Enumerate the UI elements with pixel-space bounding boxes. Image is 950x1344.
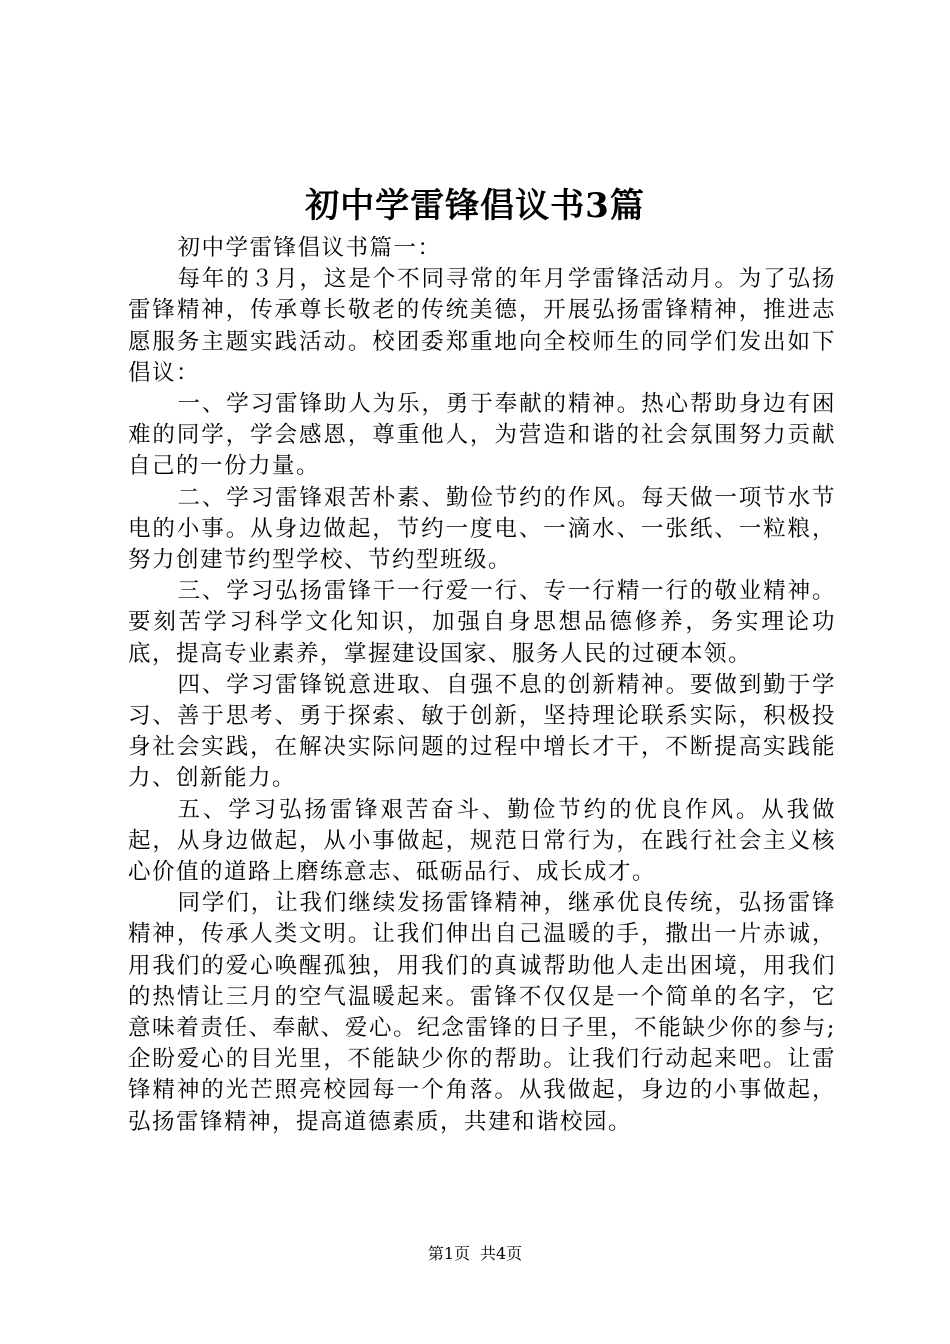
paragraph-item-2: 二、学习雷锋艰苦朴素、勤俭节约的作风。每天做一项节水节电的小事。从身边做起，节约一度电、一滴水、一张纸、一粒粮，努力创建节约型学校、节约型班级。 xyxy=(128,484,836,574)
document-body xyxy=(128,233,836,1138)
page-number: 第1页 xyxy=(427,1244,470,1263)
paragraph-item-5: 五、学习弘扬雷锋艰苦奋斗、勤俭节约的优良作风。从我做起，从身边做起，从小事做起，规范日常行为，在践行社会主义核心价值的道路上磨练意志、砥砺品行、成长成才。 xyxy=(128,796,836,886)
paragraph-closing: 同学们，让我们继续发扬雷锋精神，继承优良传统，弘扬雷锋精神，传承人类文明。让我们伸出自己温暖的手，撒出一片赤诚，用我们的爱心唤醒孤独，用我们的真诚帮助他人走出困境，用我们的热情让三月的空气温暖起来。雷锋不仅仅是一个简单的名字，它意味着责任、奉献、爱心。纪念雷锋的日子里，不能缺少你的参与;企盼爱心的目光里，不能缺少你的帮助。让我们行动起来吧。让雷锋精神的光芒照亮校园每一个角落。从我做起，身边的小事做起，弘扬雷锋精神，提高道德素质，共建和谐校园。 xyxy=(128,890,836,1135)
paragraph-intro: 每年的３月，这是个不同寻常的年月学雷锋活动月。为了弘扬雷锋精神，传承尊长敬老的传统美德，开展弘扬雷锋精神，推进志愿服务主题实践活动。校团委郑重地向全校师生的同学们发出如下倡议： xyxy=(128,266,836,386)
paragraph-item-1: 一、学习雷锋助人为乐，勇于奉献的精神。热心帮助身边有困难的同学，学会感恩，尊重他人，为营造和谐的社会氛围努力贡献自己的一份力量。 xyxy=(128,391,836,480)
section-heading: 初中学雷锋倡议书篇一： xyxy=(177,235,442,261)
paragraph-item-4: 四、学习雷锋锐意进取、自强不息的创新精神。要做到勤于学习、善于思考、勇于探索、敏于创新，坚持理论联系实际，积极投身社会实践，在解决实际问题的过程中增长才干，不断提高实践能力、创新能力。 xyxy=(128,671,836,792)
page-footer xyxy=(0,1242,950,1266)
document-title: 初中学雷锋倡议书3篇 xyxy=(305,186,645,226)
page-total: 共4页 xyxy=(480,1244,523,1263)
paragraph-item-3: 三、学习弘扬雷锋干一行爱一行、专一行精一行的敬业精神。要刻苦学习科学文化知识，加强自身思想品德修养，务实理论功底，提高专业素养，掌握建设国家、服务人民的过硬本领。 xyxy=(128,578,836,667)
